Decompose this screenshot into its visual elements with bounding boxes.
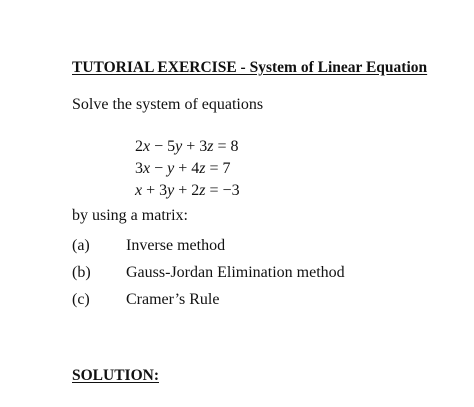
method-label: (a) bbox=[72, 237, 90, 254]
equation-3: x + 3y + 2z = −3 bbox=[135, 182, 240, 199]
solution-heading: SOLUTION: bbox=[72, 367, 159, 384]
method-text: Gauss-Jordan Elimination method bbox=[126, 264, 345, 281]
equation-system bbox=[135, 136, 240, 202]
page-title: TUTORIAL EXERCISE - System of Linear Equation bbox=[72, 59, 428, 76]
method-label: (b) bbox=[72, 264, 91, 281]
equation-2: 3x − y + 4z = 7 bbox=[135, 160, 231, 177]
instruction-text: Solve the system of equations bbox=[72, 96, 264, 113]
equation-1: 2x − 5y + 3z = 8 bbox=[135, 138, 239, 155]
method-label: (c) bbox=[72, 291, 90, 308]
method-intro-text: by using a matrix: bbox=[72, 207, 188, 224]
method-text: Cramer’s Rule bbox=[126, 291, 220, 308]
method-text: Inverse method bbox=[126, 237, 226, 254]
